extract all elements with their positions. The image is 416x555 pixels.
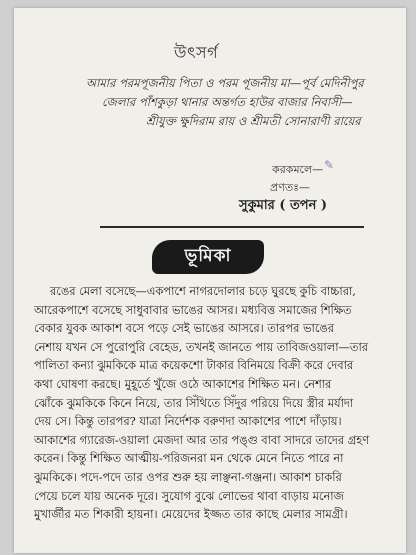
text-line: রঙের মেলা বসেছে—একপাশে নাগরদোলার চড়ে ঘুরছে কুচি বাচ্চারা, — [50, 284, 356, 298]
dedication-line: আমার পরমপূজনীয় পিতা ও পরম পূজনীয় মা—পূর্ব মেদিনীপুর — [86, 76, 364, 90]
dedication-text — [86, 74, 386, 131]
dedication-line: শ্রীযুক্ত ক্ষুদিরাম রায় ও শ্রীমতী সোনারাণী রায়ের — [146, 114, 361, 128]
book-page — [14, 8, 406, 553]
text-line: করেন। কিন্তু শিক্ষিত আত্মীয়-পরিজনরা মন থেকে মেনে নিতে পারে না — [34, 451, 344, 466]
text-line: পালিতা কন্যা ঝুমকিকে মাত্র কয়েকশো টাকার বিনিময়ে বিক্রী করে দেবার — [34, 358, 354, 373]
text-line: নেশায় যখন সে পুরোপুরি বেহেড, তখনই জানতে পায় তাবিজওয়ালা—তার — [34, 339, 369, 354]
text-line: পেয়ে চলে যায় অনেক দূরে। সুযোগ বুঝে লোভের থাবা বাড়ায় মনোজ — [34, 488, 344, 503]
text-line: কথা ঘোষণা করছে। মুহূর্তে খুঁজে ওঠে আকাশের শিক্ষিত মন। নেশার — [34, 376, 332, 391]
dedication-title: উৎসর্গ — [174, 43, 219, 62]
section-divider — [100, 226, 364, 228]
text-line: আকাশের গ্যারেজ-ওয়ালা মেজদা আর তার পঙ্গু বাবা সাদরে তাদের গ্রহণ — [34, 432, 370, 447]
section-title-badge — [152, 240, 264, 274]
dedication-karakamale: করকমলে— — [272, 163, 324, 176]
text-line: ঝুমকিকে। পদে-পদে তার ওপর শুরু হয় লাঞ্ছনা-গঞ্জনা। আকাশ চাকরি — [34, 469, 342, 484]
text-line: দেয় সে। কিন্তু তারপর? যাত্রা নির্দেশক বরুণদা আকাশের পাশে দাঁড়ায়। — [34, 414, 342, 429]
dedication-line: জেলার পাঁশকুড়া থানার অন্তর্গত হাউর বাজার নিবাসী— — [102, 95, 353, 109]
section-title: ভূমিকা — [184, 246, 232, 266]
author-signature: সুকুমার ( তপন ) — [239, 198, 328, 213]
preface-text — [34, 282, 394, 524]
ink-mark: ✎ — [324, 158, 335, 172]
dedication-pranata: প্রণতঃ— — [270, 181, 310, 194]
text-line: মুখার্জীর মত শিকারী হায়না। মেয়েদের ইজ্জত তার কাছে মেলার সামগ্রী। — [34, 507, 348, 522]
text-line: বেকার যুবক আকাশ বসে পড়ে সেই ভাঙের আসরে। তারপর ভাঙের — [34, 321, 335, 336]
text-line: আরেকপাশে বসেছে সাধুবাবার ভাঙের আসর। মধ্যবিত্ত সমাজের শিক্ষিত — [34, 302, 352, 317]
text-line: ঝোঁকে ঝুমকিকে কিনে নিয়ে, তার সিঁথিতে সিঁদুর পরিয়ে দিয়ে স্ত্রীর মর্যাদা — [34, 395, 354, 410]
